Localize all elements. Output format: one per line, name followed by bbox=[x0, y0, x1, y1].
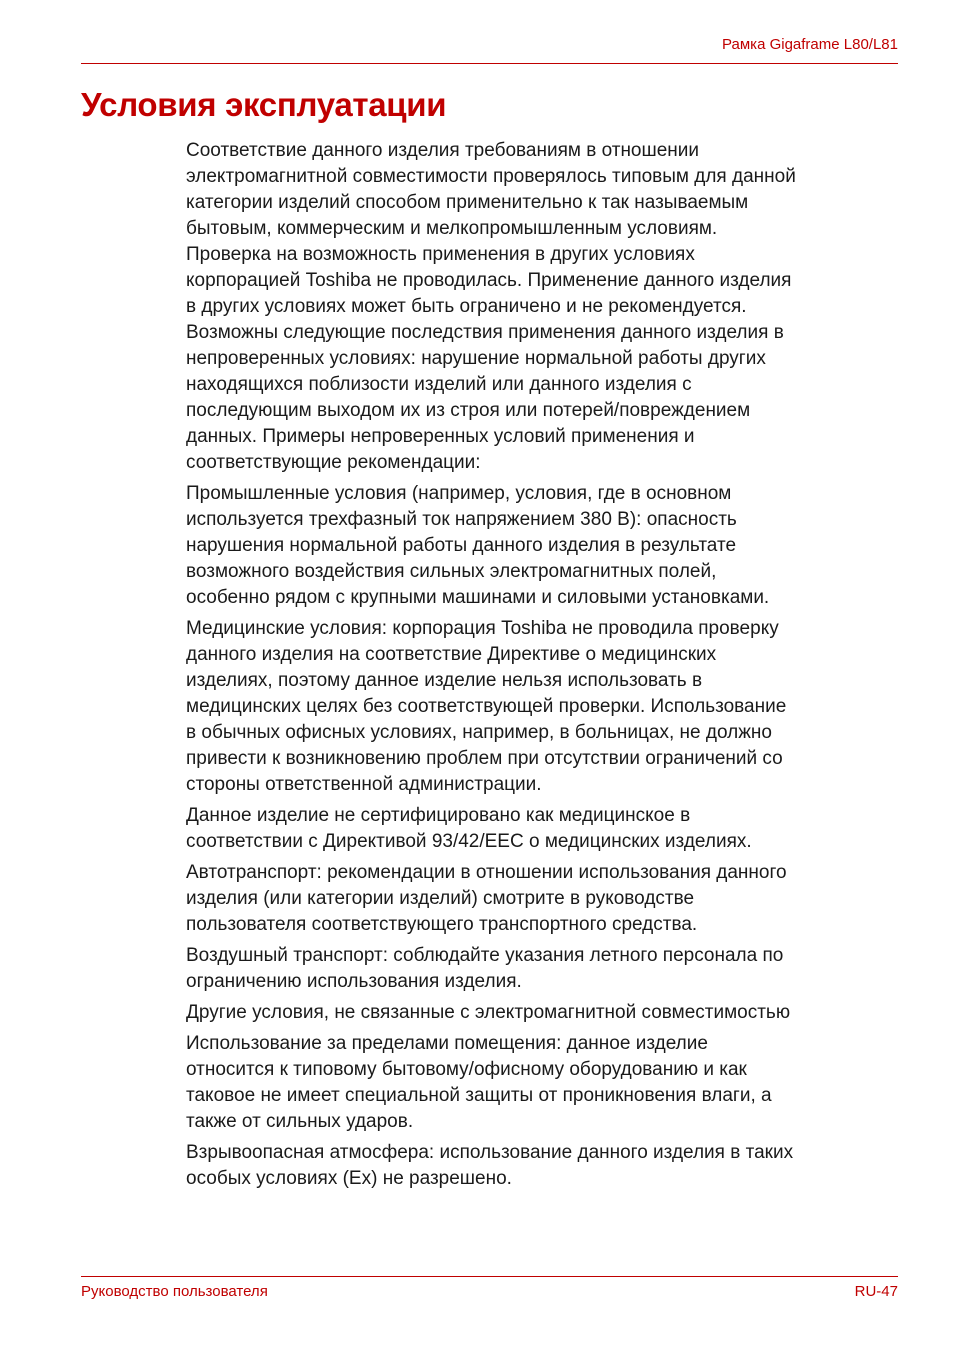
paragraph-industrial: Промышленные условия (например, условия, где в основном используется трехфазный ток напряжением 380 В): опасность нарушения нормальной работы данного изделия в результате возможного воздействия сильных электромагнитных полей, особенно рядом с крупными машинами и силовыми установками. bbox=[186, 483, 770, 608]
body-text bbox=[186, 138, 902, 1197]
footer-divider bbox=[81, 1276, 898, 1277]
page-number: RU-47 bbox=[854, 1283, 898, 1300]
running-header: Рамка Gigaframe L80/L81 bbox=[722, 36, 898, 53]
paragraph-certification: Данное изделие не сертифицировано как медицинское в соответствии с Директивой 93/42/EEC о медицинских изделиях. bbox=[186, 805, 752, 852]
paragraph-other-conditions: Другие условия, не связанные с электромагнитной совместимостью bbox=[186, 1002, 791, 1023]
header-divider bbox=[81, 63, 898, 64]
paragraph-automotive: Автотранспорт: рекомендации в отношении использования данного изделия (или категории изделий) смотрите в руководстве пользователя соответствующего транспортного средства. bbox=[186, 862, 787, 935]
paragraph-intro: Соответствие данного изделия требованиям в отношении электромагнитной совместимости проверялось типовым для данной категории изделий способом применительно к так называемым бытовым, коммерческим и мелкопромышленным условиям. Проверка на возможность применения в других условиях корпорацией Toshiba не проводилась. Применение данного изделия в других условиях может быть ограничено и не рекомендуется. Возможны следующие последствия применения данного изделия в непроверенных условиях: нарушение нормальной работы других находящихся поблизости изделий или данного изделия с последующим выходом их из строя или потерей/повреждением данных. Примеры непроверенных условий применения и соответствующие рекомендации: bbox=[186, 140, 796, 473]
footer-manual-title: Руководство пользователя bbox=[81, 1283, 268, 1300]
page-title: Условия эксплуатации bbox=[81, 86, 447, 123]
paragraph-medical: Медицинские условия: корпорация Toshiba не проводила проверку данного изделия на соответствие Директиве о медицинских изделиях, поэтому данное изделие нельзя использовать в медицинских целях без соответствующей проверки. Использование в обычных офисных условиях, например, в больницах, не должно привести к возникновению проблем при отсутствии ограничений со стороны ответственной администрации. bbox=[186, 618, 787, 795]
paragraph-aviation: Воздушный транспорт: соблюдайте указания летного персонала по ограничению использования изделия. bbox=[186, 945, 784, 992]
paragraph-outdoor: Использование за пределами помещения: данное изделие относится к типовому бытовому/офисному оборудованию и как таковое не имеет специальной защиты от проникновения влаги, а также от сильных ударов. bbox=[186, 1033, 772, 1132]
paragraph-explosive: Взрывоопасная атмосфера: использование данного изделия в таких особых условиях (Ex) не разрешено. bbox=[186, 1142, 794, 1189]
